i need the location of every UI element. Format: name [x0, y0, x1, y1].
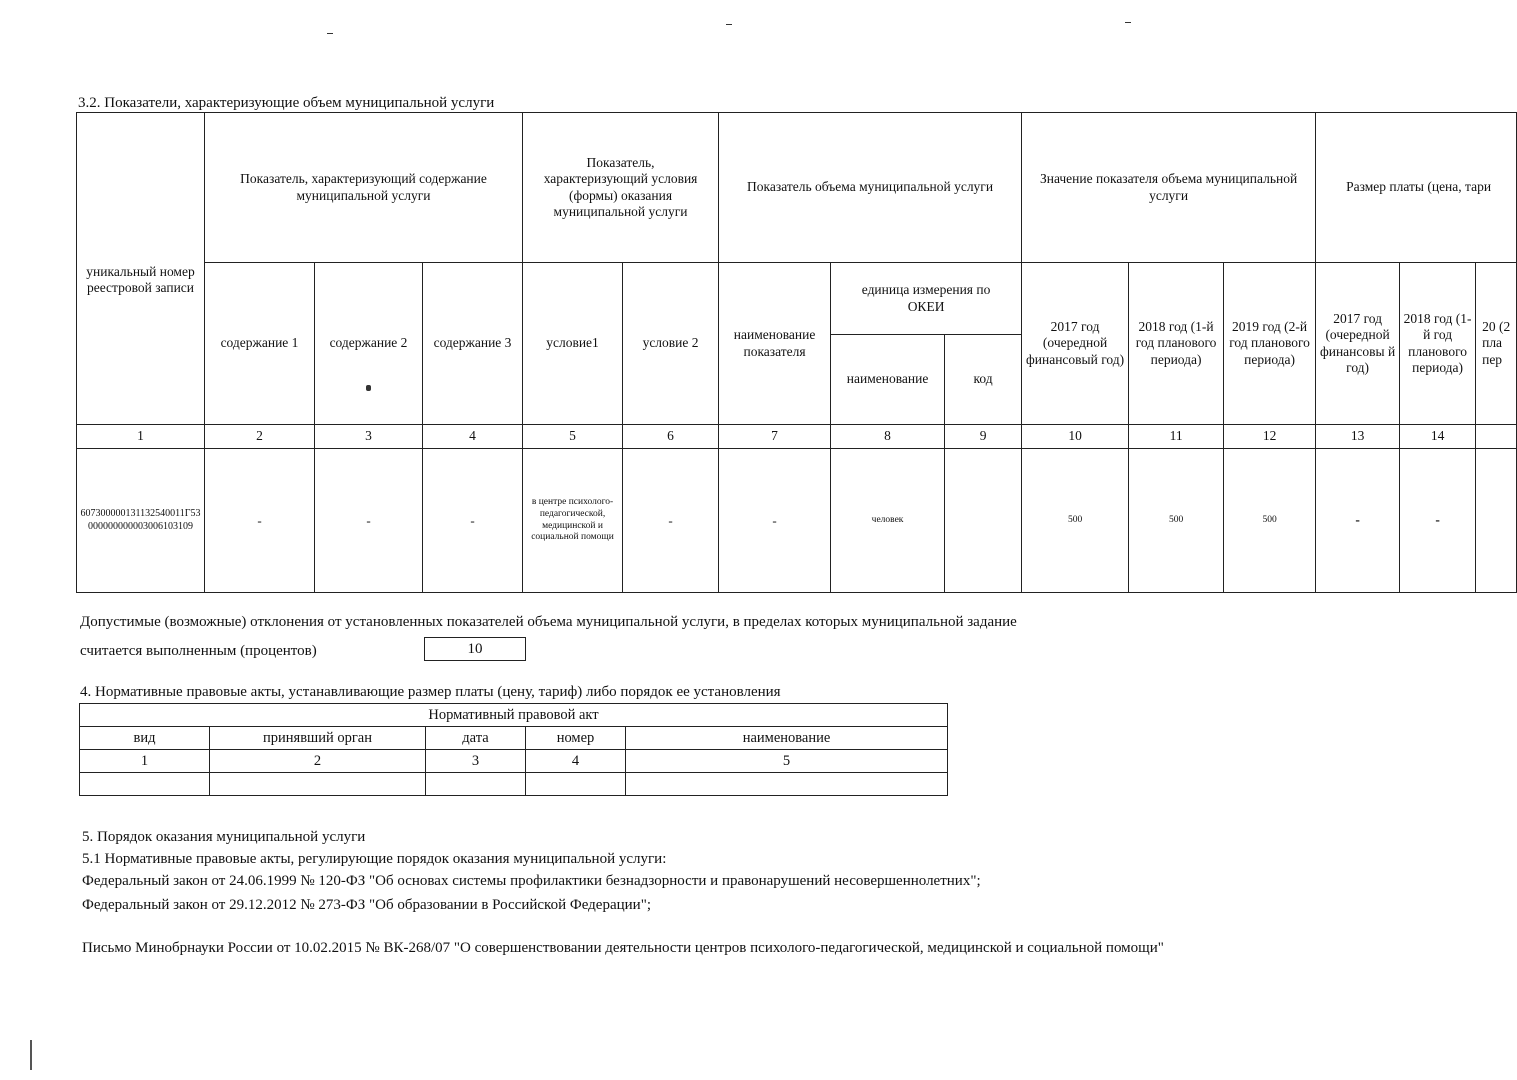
column-number: 9 [945, 425, 1022, 449]
table-row [77, 449, 1517, 593]
fee-size-header: Размер платы (цена, тари [1316, 113, 1517, 263]
condition-1-header: условие1 [523, 263, 623, 425]
deviation-value: 10 [424, 637, 526, 661]
column-number: 1 [80, 750, 210, 773]
column-number: 4 [423, 425, 523, 449]
scan-speck [366, 385, 371, 391]
content-2-cell: - [315, 449, 423, 593]
column-number: 2 [210, 750, 426, 773]
scan-speck [726, 24, 732, 25]
column-number: 7 [719, 425, 831, 449]
column-number: 1 [77, 425, 205, 449]
registry-number-cell: 607300000131132540011Г53000000000003006103109 [77, 449, 205, 593]
fee-acts-table [79, 703, 948, 796]
volume-value-header: Значение показателя объема муниципальной услуги [1022, 113, 1316, 263]
fee-2018-cell: - [1400, 449, 1476, 593]
indicator-name-header: наименование показателя [719, 263, 831, 425]
column-number: 5 [523, 425, 623, 449]
scan-speck [327, 33, 333, 34]
column-number: 5 [626, 750, 948, 773]
empty-cell [526, 773, 626, 796]
volume-indicator-header: Показатель объема муниципальной услуги [719, 113, 1022, 263]
column-number: 2 [205, 425, 315, 449]
condition-indicator-header: Показатель, характеризующий условия (формы) оказания муниципальной услуги [523, 113, 719, 263]
fee-2019-header: 20 (2 пла пер [1476, 263, 1517, 425]
column-header-type: вид [80, 727, 210, 750]
table-row [80, 773, 948, 796]
scan-speck [1125, 22, 1131, 23]
empty-cell [426, 773, 526, 796]
indicator-name-cell: - [719, 449, 831, 593]
deviation-line-1: Допустимые (возможные) отклонения от установленных показателей объема муниципальной услуги, в пределах которых муниципальной задание [80, 614, 1017, 630]
registry-number-header: уникальный номер реестровой записи [77, 113, 205, 425]
unit-code-cell [945, 449, 1022, 593]
fee-2019-cell [1476, 449, 1517, 593]
section-4-title: 4. Нормативные правовые акты, устанавливающие размер платы (цену, тариф) либо порядок ее установления [80, 684, 781, 700]
column-header-date: дата [426, 727, 526, 750]
empty-cell [626, 773, 948, 796]
column-number: 8 [831, 425, 945, 449]
column-number: 13 [1316, 425, 1400, 449]
section-5-title: 5. Порядок оказания муниципальной услуги [82, 829, 366, 845]
fee-2017-cell: - [1316, 449, 1400, 593]
content-3-header: содержание 3 [423, 263, 523, 425]
column-number: 3 [315, 425, 423, 449]
year-2019-header: 2019 год (2-й год планового периода) [1224, 263, 1316, 425]
act-line: Письмо Минобрнауки России от 10.02.2015 № ВК-268/07 "О совершенствовании деятельности центров психолого-педагогической, медицинской и социальной помощи" [82, 940, 1164, 956]
column-header-authority: принявший орган [210, 727, 426, 750]
scan-speck [30, 1040, 32, 1070]
content-1-cell: - [205, 449, 315, 593]
condition-2-header: условие 2 [623, 263, 719, 425]
year-2017-header: 2017 год (очередной финансовый год) [1022, 263, 1129, 425]
empty-cell [210, 773, 426, 796]
content-1-header: содержание 1 [205, 263, 315, 425]
condition-1-cell: в центре психолого-педагогической, медицинской и социальной помощи [523, 449, 623, 593]
section-5-1-subtitle: 5.1 Нормативные правовые акты, регулирующие порядок оказания муниципальной услуги: [82, 851, 667, 867]
empty-cell [80, 773, 210, 796]
fee-2018-header: 2018 год (1-й год планового периода) [1400, 263, 1476, 425]
value-2018-cell: 500 [1129, 449, 1224, 593]
content-2-header: содержание 2 [315, 263, 423, 425]
column-number: 3 [426, 750, 526, 773]
column-number: 6 [623, 425, 719, 449]
value-2019-cell: 500 [1224, 449, 1316, 593]
unit-name-header: наименование [831, 335, 945, 425]
unit-okei-header: единица измерения по ОКЕИ [831, 263, 1022, 335]
column-number [1476, 425, 1517, 449]
act-line: Федеральный закон от 24.06.1999 № 120-ФЗ "Об основах системы профилактики безнадзорности и правонарушений несовершеннолетних"; [82, 873, 981, 889]
column-header-number: номер [526, 727, 626, 750]
volume-indicators-table [76, 112, 1517, 593]
column-number: 12 [1224, 425, 1316, 449]
section-3-2-title: 3.2. Показатели, характеризующие объем муниципальной услуги [78, 95, 495, 111]
condition-2-cell: - [623, 449, 719, 593]
act-line: Федеральный закон от 29.12.2012 № 273-ФЗ "Об образовании в Российской Федерации"; [82, 897, 651, 913]
fee-2017-header: 2017 год (очередной финансовы й год) [1316, 263, 1400, 425]
column-number: 11 [1129, 425, 1224, 449]
normative-act-group-header: Нормативный правовой акт [80, 704, 948, 727]
column-number: 10 [1022, 425, 1129, 449]
deviation-line-2: считается выполненным (процентов) [80, 643, 317, 659]
content-indicator-header: Показатель, характеризующий содержание муниципальной услуги [205, 113, 523, 263]
year-2018-header: 2018 год (1-й год планового периода) [1129, 263, 1224, 425]
column-numbers-row [77, 425, 1517, 449]
column-number: 4 [526, 750, 626, 773]
column-header-name: наименование [626, 727, 948, 750]
value-2017-cell: 500 [1022, 449, 1129, 593]
content-3-cell: - [423, 449, 523, 593]
unit-name-cell: человек [831, 449, 945, 593]
unit-code-header: код [945, 335, 1022, 425]
column-number: 14 [1400, 425, 1476, 449]
